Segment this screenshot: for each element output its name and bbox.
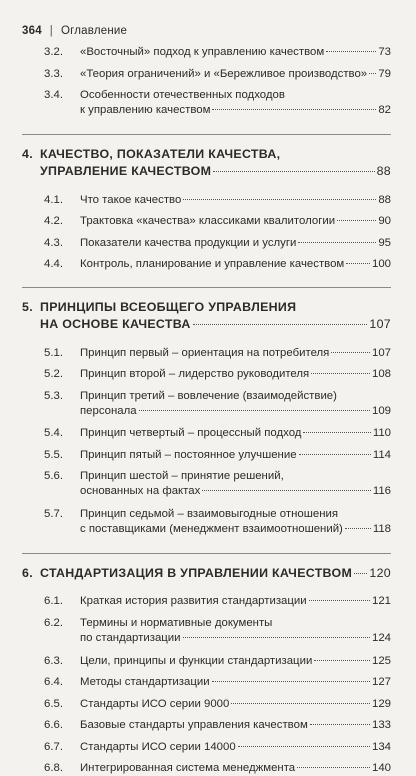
entry-number: 6.1. (44, 595, 63, 608)
chapter-divider (22, 287, 391, 288)
entry-title-line (80, 616, 391, 631)
entry-title: Термины и нормативные документы (80, 616, 273, 629)
entry-body (80, 469, 391, 499)
entry-body (80, 426, 391, 441)
entry-title: Краткая история развития стандартизации (80, 595, 307, 608)
entry-number: 4.4. (44, 258, 63, 271)
entry-body (80, 718, 391, 733)
chapter-body (40, 299, 391, 333)
entry-title-line (80, 214, 391, 229)
entry-number: 4.1. (44, 193, 63, 206)
entry-title-line (80, 594, 391, 609)
entry-title-line (80, 346, 391, 361)
entry-body (80, 88, 391, 118)
entry-title: «Восточный» подход к управлению качеством (80, 46, 325, 58)
page-number: 364 (22, 25, 42, 37)
chapter-title-line (40, 299, 391, 316)
entry-number: 6.4. (44, 676, 63, 688)
entry-body (80, 697, 391, 712)
entry-title: Показатели качества продукции и услуги (80, 236, 297, 249)
chapter-body (40, 565, 391, 582)
entry-title-line (80, 522, 391, 537)
page-ref: 125 (371, 654, 391, 667)
entry-title-line (80, 236, 391, 251)
dot-leader (310, 724, 370, 725)
dot-leader (193, 324, 368, 325)
chapter-number: 5. (22, 299, 33, 314)
entry-number: 6.3. (44, 654, 63, 667)
entry-body (80, 367, 391, 382)
entry-number: 6.7. (44, 740, 63, 753)
entry-number: 6.8. (44, 762, 63, 774)
entry-number: 6.2. (44, 616, 63, 629)
dot-leader (314, 660, 370, 661)
entry-body (80, 193, 391, 208)
dot-leader (212, 681, 370, 682)
entry-body (80, 389, 391, 419)
entry-body (80, 448, 391, 463)
entry-body (80, 616, 391, 646)
entry-title: с поставщиками (менеджмент взаимоотношений) (80, 523, 343, 536)
dot-leader (297, 767, 370, 768)
entry-number: 5.7. (44, 508, 63, 521)
entry-number: 5.3. (44, 389, 63, 402)
entry-title-line (80, 103, 391, 118)
dot-leader (298, 242, 376, 243)
entry-title: Особенности отечественных подходов (80, 89, 285, 101)
entry-title: основанных на фактах (80, 485, 201, 498)
entry-body (80, 761, 391, 776)
entry-number: 4.3. (44, 236, 63, 249)
running-header (22, 25, 127, 37)
chapter-title-line (40, 565, 391, 582)
entry-title-line (80, 448, 391, 463)
dot-leader (202, 490, 371, 491)
dot-leader (346, 263, 370, 264)
page-ref: 107 (371, 346, 391, 359)
dot-leader (139, 410, 370, 411)
entry-number: 5.4. (44, 427, 63, 440)
entry-title: Принцип четвертый – процессный подход (80, 427, 302, 440)
entry-title: Принцип седьмой – взаимовыгодные отношения (80, 508, 339, 521)
entry-title: персонала (80, 404, 137, 417)
dot-leader (183, 199, 376, 200)
entry-title-line (80, 404, 391, 419)
entry-number: 3.2. (44, 46, 63, 58)
entry-title: Принцип пятый – постоянное улучшение (80, 448, 297, 461)
entry-title-line (80, 718, 391, 733)
entry-title-line (80, 193, 391, 208)
entry-title-line (80, 426, 391, 441)
page-ref: 90 (378, 215, 391, 228)
chapter-title-line (40, 316, 391, 333)
entry-number: 5.2. (44, 368, 63, 381)
dot-leader (326, 51, 376, 52)
dot-leader (183, 637, 370, 638)
page-ref: 129 (371, 697, 391, 710)
dot-leader (238, 746, 370, 747)
entry-title: Цели, принципы и функции стандартизации (80, 654, 313, 667)
entry-title-line (80, 697, 391, 712)
dot-leader (309, 600, 370, 601)
dot-leader (299, 454, 371, 455)
entry-title: Принцип второй – лидерство руководителя (80, 368, 310, 381)
entry-number: 5.5. (44, 448, 63, 461)
entry-title: Интегрированная система менеджмента (80, 762, 296, 774)
dot-leader (311, 373, 370, 374)
entry-title: Принцип первый – ориентация на потребителя (80, 346, 330, 359)
chapter-divider (22, 134, 391, 135)
entry-number: 3.4. (44, 89, 63, 101)
entry-title-line (80, 67, 391, 82)
page-ref: 95 (378, 236, 391, 249)
dot-leader (354, 573, 367, 574)
chapter-title-line (40, 146, 391, 163)
header-separator: | (49, 25, 53, 37)
entry-title: Контроль, планирование и управление качеством (80, 258, 345, 271)
entry-title-line (80, 761, 391, 776)
dot-leader (212, 109, 376, 110)
entry-body (80, 654, 391, 669)
chapter-body (40, 146, 391, 180)
entry-number: 6.5. (44, 697, 63, 710)
dot-leader (369, 73, 376, 74)
entry-body (80, 236, 391, 251)
entry-body (80, 214, 391, 229)
chapter-title: НА ОСНОВЕ КАЧЕСТВА (40, 316, 191, 331)
page-ref: 100 (371, 258, 391, 271)
entry-title: по стандартизации (80, 631, 181, 644)
entry-title-line (80, 389, 391, 404)
entry-title-line (80, 654, 391, 669)
entry-number: 3.3. (44, 67, 63, 80)
page-ref: 134 (371, 740, 391, 753)
entry-title-line (80, 484, 391, 499)
entry-body (80, 594, 391, 609)
chapter-number: 6. (22, 565, 33, 580)
entry-body (80, 67, 391, 82)
page-ref: 127 (371, 676, 391, 688)
page-ref: 124 (371, 631, 391, 644)
dot-leader (213, 171, 374, 172)
dot-leader (345, 528, 371, 529)
dot-leader (331, 352, 370, 353)
page-ref: 114 (372, 448, 391, 461)
entry-title: Трактовка «качества» классиками квалитологии (80, 215, 336, 228)
page-ref: 120 (369, 565, 391, 580)
entry-title: к управлению качеством (80, 104, 211, 116)
page-ref: 88 (378, 193, 391, 206)
entry-number: 5.1. (44, 346, 63, 359)
header-title: Оглавление (60, 25, 128, 37)
entry-body (80, 346, 391, 361)
dot-leader (303, 432, 370, 433)
page-ref: 79 (378, 67, 391, 80)
chapter-divider (22, 553, 391, 554)
chapter-title: ПРИНЦИПЫ ВСЕОБЩЕГО УПРАВЛЕНИЯ (40, 299, 297, 314)
entry-number: 5.6. (44, 470, 63, 483)
entry-title: «Теория ограничений» и «Бережливое производство» (80, 67, 368, 80)
page-ref: 82 (378, 104, 391, 116)
entry-title-line (80, 507, 391, 522)
chapter-number: 4. (22, 146, 33, 161)
page-ref: 140 (371, 762, 391, 774)
entry-body (80, 675, 391, 690)
entry-title-line (80, 631, 391, 646)
entry-title: Принцип третий – вовлечение (взаимодействие) (80, 389, 337, 402)
entry-title: Стандарты ИСО серии 9000 (80, 697, 230, 710)
chapter-title: СТАНДАРТИЗАЦИЯ В УПРАВЛЕНИИ КАЧЕСТВОМ (40, 565, 353, 580)
entry-title-line (80, 469, 391, 484)
entry-body (80, 257, 391, 272)
page-ref: 110 (372, 427, 391, 440)
page-ref: 116 (372, 485, 391, 498)
entry-title-line (80, 367, 391, 382)
entry-number: 4.2. (44, 215, 63, 228)
chapter-title: УПРАВЛЕНИЕ КАЧЕСТВОМ (40, 163, 212, 178)
entry-body (80, 740, 391, 755)
page-ref: 108 (371, 368, 391, 381)
page-ref: 88 (376, 163, 391, 178)
dot-leader (231, 703, 370, 704)
entry-title: Принцип шестой – принятие решений, (80, 470, 284, 483)
entry-title-line (80, 257, 391, 272)
entry-title: Что такое качество (80, 193, 182, 206)
chapter-title: КАЧЕСТВО, ПОКАЗАТЕЛИ КАЧЕСТВА, (40, 146, 281, 161)
page-ref: 121 (371, 595, 391, 608)
entry-body (80, 507, 391, 537)
entry-title: Базовые стандарты управления качеством (80, 719, 308, 731)
entry-title: Методы стандартизации (80, 676, 210, 688)
entry-number: 6.6. (44, 719, 63, 731)
entry-title: Стандарты ИСО серии 14000 (80, 740, 236, 753)
entry-title-line (80, 45, 391, 60)
page-ref: 118 (372, 523, 391, 536)
entry-title-line (80, 88, 391, 103)
page-ref: 133 (371, 719, 391, 731)
chapter-title-line (40, 163, 391, 180)
page-ref: 73 (378, 46, 391, 58)
page-ref: 109 (371, 404, 391, 417)
entry-title-line (80, 740, 391, 755)
entry-body (80, 45, 391, 60)
page-ref: 107 (369, 316, 391, 331)
dot-leader (337, 220, 376, 221)
entry-title-line (80, 675, 391, 690)
